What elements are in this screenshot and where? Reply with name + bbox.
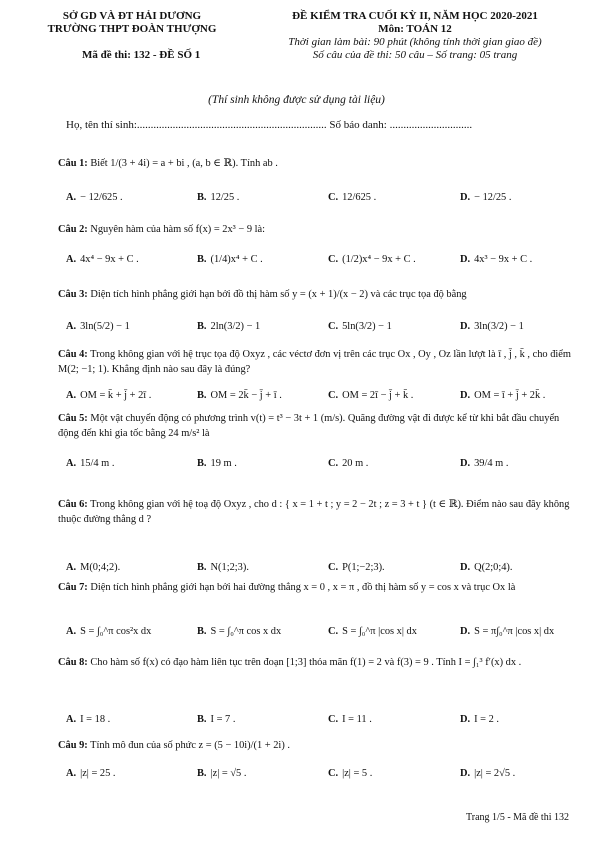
option-d[interactable]: D. S = π∫₀^π |cos x| dx bbox=[460, 626, 555, 637]
option-a[interactable]: A. M(0;4;2). bbox=[66, 562, 121, 573]
option-a[interactable]: A. S = ∫₀^π cos²x dx bbox=[66, 626, 152, 637]
option-a[interactable]: A. 3ln(5/2) − 1 bbox=[66, 321, 130, 332]
option-a[interactable]: A. 4x⁴ − 9x + C . bbox=[66, 254, 139, 265]
subject: Môn: TOÁN 12 bbox=[378, 23, 452, 35]
option-d[interactable]: D. OM = ī + j̄ + 2k̄ . bbox=[460, 390, 546, 401]
question-8: Câu 8: Cho hàm số f(x) có đạo hàm liên tục trên đoạn [1;3] thỏa mãn f(1) = 2 và f(3) = 9 . Tính I = ∫₁³ f′(x) dx . bbox=[58, 657, 522, 668]
page-footer: Trang 1/5 - Mã đề thi 132 bbox=[466, 812, 569, 823]
student-info-line: Họ, tên thí sinh:..................................................................... Số báo danh: .............................. bbox=[66, 119, 473, 131]
option-a[interactable]: A. |z| = 25 . bbox=[66, 768, 116, 779]
option-b[interactable]: B. 12/25 . bbox=[197, 192, 240, 203]
option-c[interactable]: C. |z| = 5 . bbox=[328, 768, 373, 779]
question-label: Câu 1: bbox=[58, 158, 88, 169]
option-c[interactable]: C. 20 m . bbox=[328, 458, 369, 469]
school-name: TRƯỜNG THPT ĐOÀN THƯỢNG bbox=[47, 23, 217, 35]
option-b[interactable]: B. 19 m . bbox=[197, 458, 237, 469]
option-a[interactable]: A. OM = k̄ + j̄ + 2ī . bbox=[66, 390, 152, 401]
exam-code: Mã đề thi: 132 - ĐỀ SỐ 1 bbox=[82, 49, 201, 61]
question-9: Câu 9: Tính mô đun của số phức z = (5 − 10i)/(1 + 2i) . bbox=[58, 740, 290, 751]
option-d[interactable]: D. Q(2;0;4). bbox=[460, 562, 513, 573]
option-c[interactable]: C. S = ∫₀^π |cos x| dx bbox=[328, 626, 417, 637]
option-b[interactable]: B. N(1;2;3). bbox=[197, 562, 249, 573]
option-b[interactable]: B. OM = 2k̄ − j̄ + ī . bbox=[197, 390, 282, 401]
question-3: Câu 3: Diện tích hình phẳng giới hạn bởi đồ thị hàm số y = (x + 1)/(x − 2) và các trục tọa độ bằng bbox=[58, 289, 467, 300]
option-d[interactable]: D. − 12/25 . bbox=[460, 192, 512, 203]
option-b[interactable]: B. |z| = √5 . bbox=[197, 768, 247, 779]
question-4: Câu 4: Trong không gian với hệ trục tọa độ Oxyz , các véctơ đơn vị trên các trục Ox , Oy , Oz lần lượt là ī , j̄ , k̄ , cho điểm M(2; −1; 1). Khẳng định nào sau đây là đúng? bbox=[58, 349, 571, 375]
header-right bbox=[255, 10, 575, 62]
option-c[interactable]: C. I = 11 . bbox=[328, 714, 372, 725]
question-5: Câu 5: Một vật chuyển động có phương trình v(t) = t³ − 3t + 1 (m/s). Quãng đường vật đi được kể từ khi bắt đầu chuyển động đến khi gia tốc bằng 24 m/s² là bbox=[58, 413, 560, 439]
exam-note: (Thí sinh không được sử dụng tài liệu) bbox=[208, 94, 385, 106]
question-1 bbox=[58, 156, 573, 171]
option-a[interactable]: A. − 12/625 . bbox=[66, 192, 123, 203]
exam-title: ĐỀ KIỂM TRA CUỐI KỲ II, NĂM HỌC 2020-2021 bbox=[292, 10, 538, 22]
option-c[interactable]: C. OM = 2ī − j̄ + k̄ . bbox=[328, 390, 414, 401]
option-d[interactable]: D. I = 2 . bbox=[460, 714, 500, 725]
option-c[interactable]: C. 5ln(3/2) − 1 bbox=[328, 321, 392, 332]
question-2: Câu 2: Nguyên hàm của hàm số f(x) = 2x³ − 9 là: bbox=[58, 224, 266, 235]
option-b[interactable]: B. S = ∫₀^π cos x dx bbox=[197, 626, 282, 637]
option-c[interactable]: C. 12/625 . bbox=[328, 192, 377, 203]
question-text: Biết 1/(3 + 4i) = a + bi , (a, b ∈ ℝ). Tính ab . bbox=[90, 158, 278, 169]
dept-name: SỞ GD VÀ ĐT HẢI DƯƠNG bbox=[62, 10, 202, 22]
question-7: Câu 7: Diện tích hình phẳng giới hạn bởi hai đường thẳng x = 0 , x = π , đồ thị hàm số y = cos x và trục Ox là bbox=[58, 582, 516, 593]
question-6: Câu 6: Trong không gian với hệ toạ độ Oxyz , cho d : { x = 1 + t ; y = 2 − 2t ; z = 3 + t } (t ∈ ℝ). Điểm nào sau đây không thuộc đường thẳng d ? bbox=[58, 499, 570, 525]
option-d[interactable]: D. 39/4 m . bbox=[460, 458, 509, 469]
option-a[interactable]: A. 15/4 m . bbox=[66, 458, 115, 469]
option-b[interactable]: B. 2ln(3/2) − 1 bbox=[197, 321, 261, 332]
header-left bbox=[22, 10, 242, 36]
option-b[interactable]: B. (1/4)x⁴ + C . bbox=[197, 254, 263, 265]
option-c[interactable]: C. P(1;−2;3). bbox=[328, 562, 385, 573]
option-b[interactable]: B. I = 7 . bbox=[197, 714, 236, 725]
count-info: Số câu của đề thi: 50 câu – Số trang: 05 trang bbox=[312, 49, 518, 61]
option-c[interactable]: C. (1/2)x⁴ − 9x + C . bbox=[328, 254, 416, 265]
option-d[interactable]: D. 4x³ − 9x + C . bbox=[460, 254, 533, 265]
time-info: Thời gian làm bài: 90 phút (không tính thời gian giao đề) bbox=[288, 36, 542, 48]
option-a[interactable]: A. I = 18 . bbox=[66, 714, 111, 725]
option-d[interactable]: D. 3ln(3/2) − 1 bbox=[460, 321, 524, 332]
option-d[interactable]: D. |z| = 2√5 . bbox=[460, 768, 516, 779]
